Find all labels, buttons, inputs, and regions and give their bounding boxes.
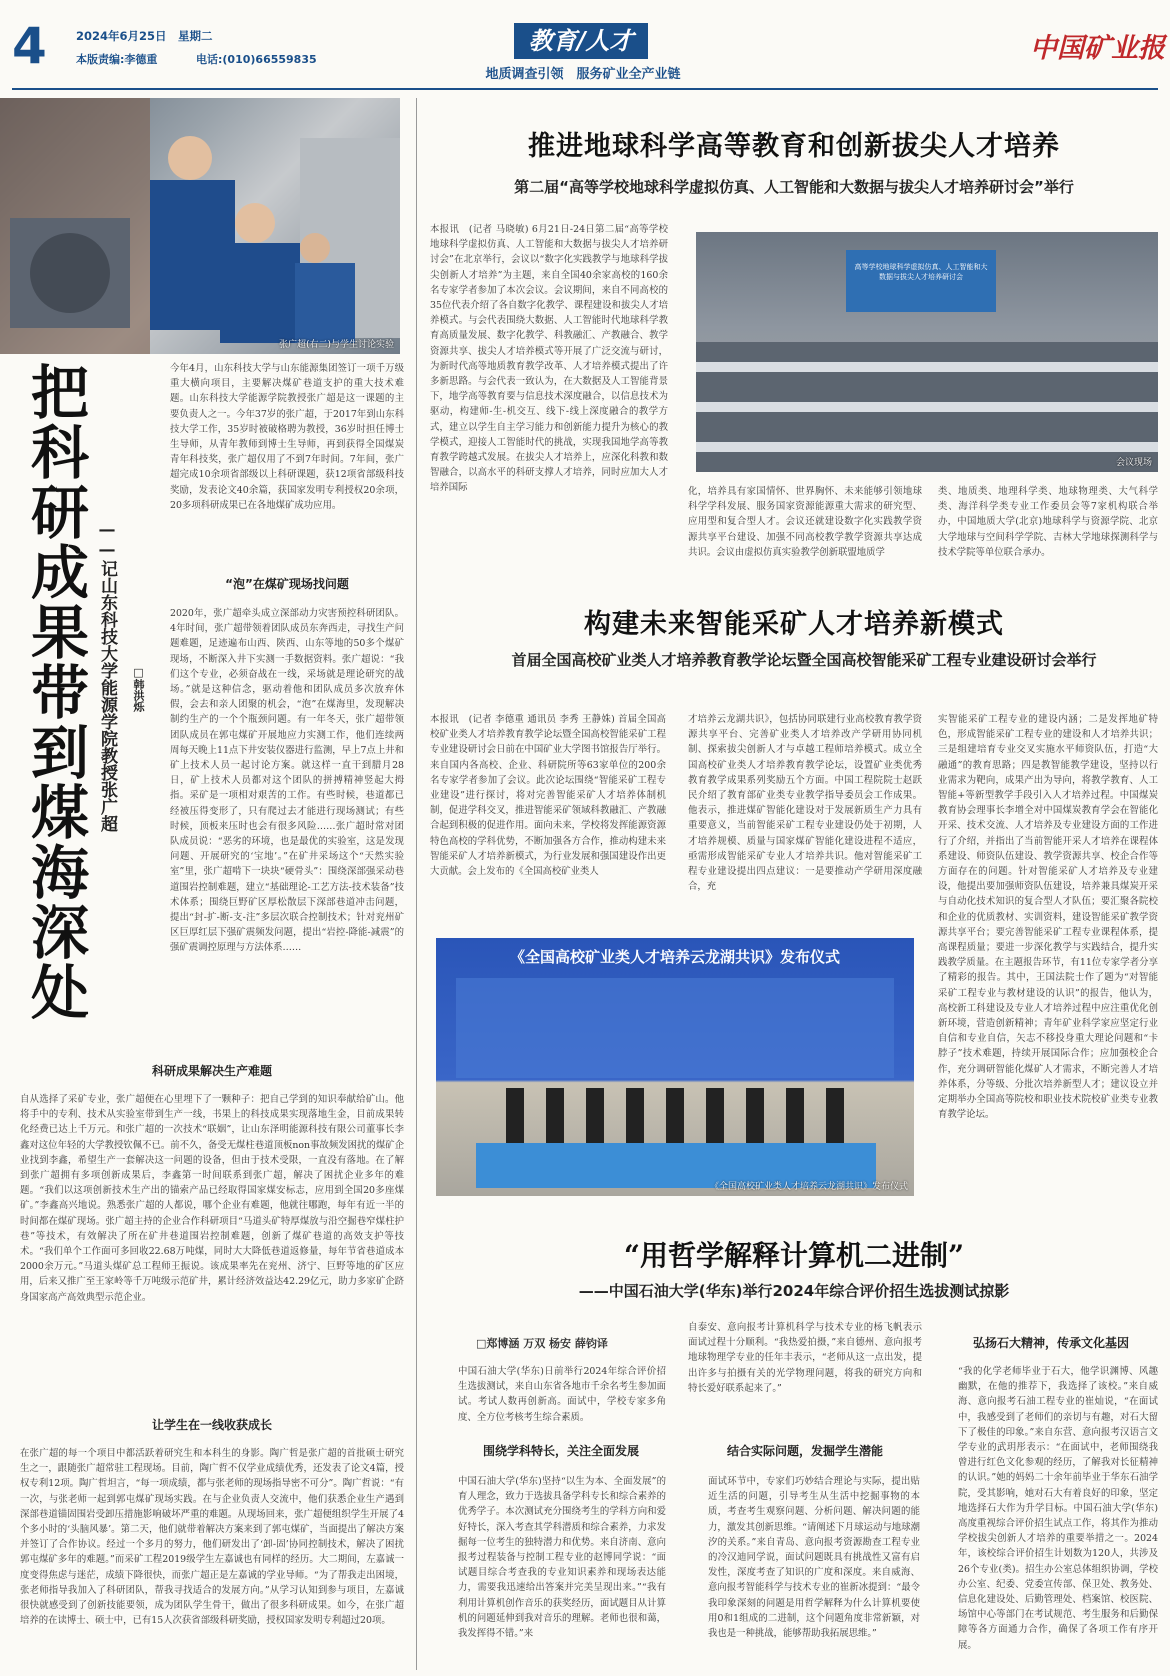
story4-text-5: “我的化学老师毕业于石大，他学识渊博、风趣幽默，在他的推荐下，我选择了该校。”来自威海、意向报考石油工程专业的崔灿说，“在面试中，我感受到了老师们的亲切与有趣，对石大留下了极佳的印象。”来自东营、意向报考汉语言文学专业的武玥彤表示：“在面试中，老师围绕我曾进行红色文化参观的经历，了解我对长征精神的认识。”她的妈妈二十余年前毕业于华东石油学院，受其影响，她对石大有着良好的印象，坚定地选择石大作为升学目标。中国石油大学(华东)高度重视综合评价招生试点工作，将其作为推动学校拔尖创新人才培养的重要举措之一。2024年，该校综合评价招生计划数为120人，共涉及26个专业(类)。招生办公室总体组织协调，学校办公室、纪委、党委宣传部、保卫处、教务处、信息化建设处、后勤管理处、档案馆、校医院、场馆中心等部门在考试规范、考生服务和后勤保障等各方面通力合作，确保了各项工作有序开展。 [958, 1366, 1158, 1651]
story1-subtitle: ——记山东科技大学能源学院教授张广超 [97, 520, 117, 832]
story3-photo [436, 938, 914, 1196]
story4-text-2: 中国石油大学(华东)坚持“以生为本、全面发展”的育人理念，致力于选拔具备学科专长和综合素养的优秀学子。本次测试充分围绕考生的学科方向和爱好特长，深入考查其学科潜质和综合素养，力求发掘每一位考生的独特潜力和优势。来自济南、意向报考过程装备与控制工程专业的赵博同学说：“面试题目综合考查我的专业知识素养和现场表达能力，需要我迅速给出答案并完美呈现出来。”“我有利用计算机创作音乐的获奖经历，面试题目从计算机的问题延伸到我对音乐的理解。老师也很和蔼，我发挥得不错。”来 [458, 1476, 666, 1640]
story3-text-3: 实智能采矿工程专业的建设内涵；二是发挥地矿特色，形成智能采矿工程专业的建设和人才培养共识；三是组建培育专业交叉实施水平师资队伍，打造“大融通”的教育思路；四是教智能教学建设，坚持以行业需求为靶向，成果产出为导向，将教学教育、人工智能+等新型教学手段引入人才培养过程。中国煤炭教育协会理事长李增全对中国煤炭教育学会在智能化开采、技术交流、人才培养及专业建设方面的工作进行了介绍，并指出了当前智能开采人才培养在课程体系建设、师资队伍建设、教学资源共享、校企合作等方面存在的问题。针对智能采矿人才培养及专业建设，他提出要加强师资队伍建设，培养兼具煤炭开采与自动化技术知识的复合型人才队伍；要汇聚各院校和企业的优质教材、实训资料，建设智能采矿教学资源共享平台；要完善智能采矿工程专业课程体系，提高课程质量；要进一步深化教学与实践结合，提升实践教学质量。在主题报告环节，有11位专家学者分享了精彩的报告。其中，王国法院士作了题为“对智能采矿工程专业与教材建设的认识”的报告，他认为，高校新工科建设及专业人才培养过程中应注重优化创新环境，营造创新精神；青年矿业科学家应坚定行业自信和专业自信，矢志不移投身重大理论问题和“卡脖子”技术难题，持续开展国际合作；应加强校企合作，充分调研智能化煤矿人才需求，不断完善人才培养体系，分等级、分批次培养新型人才；建议设立并定期举办全国高等院校和职业技术院校矿业类专业教育教学论坛。 [938, 714, 1158, 1121]
story1-heading-2: 科研成果解决生产难题 [151, 1064, 272, 1078]
story4-author: □郑博涵 万双 杨安 薛钧译 [476, 1337, 608, 1350]
story2-title: 推进地球科学高等教育和创新拔尖人才培养 [528, 131, 1060, 162]
section-slogan: 地质调查引领 服务矿业全产业链 [485, 67, 681, 82]
story1-heading-1: “泡”在煤矿现场找问题 [225, 577, 349, 591]
story3-subtitle: 首届全国高校矿业类人才培养教育教学论坛暨全国高校智能采矿工程专业建设研讨会举行 [511, 651, 1097, 669]
story2-text-2: 化，培养具有家国情怀、世界胸怀、未来能够引领地球科学学科发展、服务国家资源能源重大需求的研究型、应用型和复合型人才。会议还就建设数字化实践教学资源共享平台建设、加强不同高校教学教学资源共享达成共识。会议由虚拟仿真实验教学创新联盟地质学 [688, 486, 922, 558]
story4-heading-3: 弘扬石大精神，传承文化基因 [972, 1336, 1129, 1350]
story3-text-2: 才培养云龙湖共识》，包括协同联建行业高校教育教学资源共享平台、完善矿业类人才培养改产学研用协同机制、探索拔尖创新人才与卓越工程师培养模式。成立全国高校矿业类人才培养教育教学论坛，设置矿业类优秀教育教学成果系列奖励五个方面。中国工程院院士赵跃民介绍了教育部矿业类专业教学指导委员会工作成果。他表示，推进煤矿智能化建设对于发展新质生产力具有重要意义，当前智能采矿工程专业建设仍处于初期，人才培养规模、质量与国家煤矿智能化建设进程不适应，亟需形成智能采矿专业人才培养共识。他对智能采矿工程专业建设提出四点建议：一是要推动产学研用深度融合，充 [688, 714, 922, 893]
story1-section-1: 2020年，张广超牵头成立深部动力灾害预控科研团队。4年时间，张广超带领着团队成员东奔西走，寻找生产问题难题，足迹遍布山西、陕西、山东等地的50多个煤矿现场，不断深入井下实测一手数据资料。张广超说：“我们这个专业，必须奋战在一线，采场就是理论研究的战场。”就是这种信念，驱动着他和团队成员多次放弃休假，会去和亲人团聚的机会，“泡”在煤海里，发现解决制约生产的一个个瓶颈问题。有一年冬天，张广超带领团队成员在郭屯煤矿开展地应力实测工作，他们连续两周每天晚上11点下井安装仪器进行监测，早上7点上井和矿上技术人员一起讨论方案。就这样一直干到腊月28日，矿上技术人员都对这个团队的拼搏精神竖起大拇指。采矿是一项相对艰苦的工作。有些时候，巷道都已经被压得变形了，只有爬过去才能进行现场测试；有些时候，顶板来压时也会有很多风险……张广超时常对团队成员说：“恶劣的环境，也是最优的实验室，这是发现问题、开展研究的‘宝地’。”在矿井采场这个“天然实验室”里，张广超啃下一块块“硬骨头”：围绕深部强采动巷道围岩控制难题，建立“基础理论-工艺方法-技术装备”技术体系；围绕巨野矿区厚松散层下深部巷道冲击问题，提出“封-扩-断-支-注”多层次联合控制技术；针对兖州矿区巨厚红层下强矿震频发问题，提出“岩控-降能-减震”的强矿震调控原理与方法体系…… [170, 608, 404, 954]
story2-subtitle: 第二届“高等学校地球科学虚拟仿真、人工智能和大数据与拔尖人才培养研讨会”举行 [514, 178, 1074, 196]
story3-photo-banner: 《全国高校矿业类人才培养云龙湖共识》发布仪式 [509, 948, 840, 966]
story1-section-2: 自从选择了采矿专业，张广超便在心里埋下了一颗种子：把自己学到的知识奉献给矿山。他将手中的专利、技术从实验室带到生产一线，书果上的科技成果实现落地生金，目前成果转化经费已达上千万元。和张广超的一次技术“联姻”，让山东泽明能源科技有限公司董事长李鑫对这位年轻的大学教授钦佩不已。前不久，备受无煤柱巷道顶板non事故频发困扰的煤矿企业找到李鑫，希望生产一套解决这一问题的设备，但由于技术受限，一直没有落地。在了解到张广超拥有多项创新成果后，李鑫第一时间联系到张广超，解决了困扰企业多年的难题。“我们以这项创新技术生产出的锚索产品已经取得国家煤安标志，应用到全国20多座煤矿。”李鑫高兴地说。熟悉张广超的人都说，哪个企业有难题，他就往哪跑，每年有近一半的时间都在煤矿现场。张广超主持的企业合作科研项目“马道头矿特厚煤放与沿空掘巷窄煤柱护巷”等技术，有效解决了所在矿井巷道围岩控制难题，创新了煤矿巷道的高效支护等技术。“我们单个工作面可多回收22.68万吨煤，同时大大降低巷道返修量，每年节省巷道成本2000余万元。”马道头煤矿总工程师王振说。该成果率先在兖州、济宁、巨野等地的矿区应用，后来又推广至王家岭等千万吨级示范矿井，累计经济效益达42.29亿元，助力多家矿企跻身国家高产高效典型示范企业。 [20, 1094, 404, 1303]
story2-photo-caption: 会议现场 [1115, 458, 1152, 468]
column-divider [416, 98, 417, 1670]
story4-heading-2: 结合实际问题，发掘学生潜能 [726, 1444, 883, 1458]
story1-photo [0, 98, 400, 354]
ceremony-photo-illustration [436, 938, 914, 1196]
story3-photo-caption: 《全国高校矿业类人才培养云龙湖共识》发布仪式 [709, 1182, 908, 1192]
masthead-divider [12, 88, 1158, 90]
story2-text-1: 本报讯 (记者 马晓敏) 6月21日-24日第二届“高等学校地球科学虚拟仿真、人工智能和大数据与拔尖人才培养研讨会”在北京举行，会议以“数字化实践教学与地球科学拔尖创新人才培养”为主题，来自全国40余家高校的160余名专家学者参加了本次会议。会议期间，来自不同高校的35位代表介绍了各自数字化教学、课程建设和拔尖人才培养模式。与会代表围绕大数据、人工智能时代地球科学教育高质量发展、数字化教学、科教融汇、产教融合、教学资源共享、拔尖人才培养模式等开展了广泛交流与研讨，为新时代高等地质教育教学改革、人才培养模式提出了许多新思路。与会代表一致认为，在大数据及人工智能背景下，地学高等教育要与信息技术深度融合，以信息技术为驱动，构建师-生-机交互、线下-线上深度融合的教学方式，建立以学生自主学习能力和创新能力提升为核心的教学模式，迎接人工智能时代的挑战，实现我国地学高等教育教学跨越式发展。在拔尖人才培养上，应深化科教和数智融合，以高水平的科研支撑人才培养，同时应加大人才培养国际 [430, 224, 668, 494]
story1-photo-caption: 张广超(右二)与学生讨论实验 [278, 340, 394, 350]
story4-subtitle: ——中国石油大学(华东)举行2024年综合评价招生选拔测试掠影 [578, 1282, 1010, 1300]
story4-text-1: 中国石油大学(华东)日前举行2024年综合评价招生选拔测试，来自山东省各地市千余名考生参加面试。考试人数再创新高。面试中，学校专家多角度、全方位考核考生综合素质。 [458, 1366, 666, 1423]
story1-author: □韩洪烁 [132, 666, 145, 712]
page-editor: 本版责编:李德重 [76, 53, 158, 66]
story2-photo [696, 232, 1158, 472]
newspaper-logo: 中国矿业报 [1030, 33, 1165, 64]
story2-text-3: 类、地质类、地理科学类、地球物理类、大气科学类、海洋科学类专业工作委员会等7家机构联合举办，中国地质大学(北京)地球科学与资源学院、北京大学地球与空间科学学院、吉林大学地球探测科学与技术学院等单位联合承办。 [938, 486, 1158, 558]
story2-slide-text: 高等学校地球科学虚拟仿真、人工智能和大数据与拔尖人才培养研讨会 [854, 263, 988, 281]
story4-heading-1: 围绕学科特长，关注全面发展 [482, 1444, 639, 1458]
page-number: 4 [12, 17, 47, 75]
story3-text-1: 本报讯 (记者 李德重 通讯员 李秀 王静姝) 首届全国高校矿业类人才培养教育教学论坛暨全国高校智能采矿工程专业建设研讨会日前在中国矿业大学图书馆报告厅举行。来自国内各高校、企业、科研院所等63家单位的200余名专家学者参加了会议。此次论坛围绕“智能采矿工程专业建设”进行探讨，将对完善智能采矿人才培养体制机制，促进学科交叉，推进智能采矿领域科教融汇、产教融合起到积极的促进作用。面向未来，学校将发挥能源资源特色高校的学科优势，不断加强各方合作，推动构建未来智能采矿人才培养新模式，为行业发展和强国建设作出更大贡献。会上发布的《全国高校矿业类人 [430, 714, 666, 878]
issue-date: 2024年6月25日 星期二 [76, 29, 213, 43]
story3-title: 构建未来智能采矿人才培养新模式 [584, 609, 1004, 640]
section-banner: 教育/人才 [514, 23, 648, 59]
lab-photo-illustration [0, 98, 400, 354]
story1-title: 把科研成果带到煤海深处 [21, 362, 89, 1022]
story4-text-4: 面试环节中，专家们巧妙结合理论与实际，提出贴近生活的问题，引导考生从生活中挖掘事物的本质，考查考生观察问题、分析问题、解决问题的能力，激发其创新思维。“请阐述下月球运动与地球潮汐的关系。”来自青岛、意向报考资源勘查工程专业的冷汉迪同学说，面试问题既具有挑战性又富有启发性，深度考查了知识的广度和深度。来自威海、意向报考智能科学与技术专业的崔新冰提到：“最令我印象深刻的问题是用哲学解释为什么计算机要使用0和1组成的二进制，这个问题角度非常新颖，对我也是一种挑战，能够帮助我拓展思维。” [708, 1476, 920, 1640]
story1-section-3: 在张广超的每一个项目中都活跃着研究生和本科生的身影。陶广哲是张广超的首批硕士研究生之一，跟随张广超常驻工程现场。目前，陶广哲不仅学业成绩优秀，还发表了论文4篇，授权专利12项。陶广哲坦言，“每一项成绩，都与张老师的现场指导密不可分”。陶广哲说：“有一次，与张老师一起到郭屯煤矿现场实践。在与企业负责人交流中，他们获悉企业生产遇到深部巷道锚固围岩受卸压措施影响破坏严重的难题。从现场回来，张广超便组织学生开展了4个多小时的‘头脑风暴’。第二天，他们就带着解决方案来到了郭屯煤矿，当面提出了解决方案并签订了合作协议。经过一个多月的努力，他们研发出了‘卸-固’协同控制技术，解决了困扰郭屯煤矿多年的难题。”而采矿工程2019级学生左嘉诚也有同样的经历。大二期间，左嘉诚一度变得焦虑与迷茫，成绩下降很快，而张广超正是左嘉诚的学业导师。“为了帮我走出困境，张老师指导我加入了科研团队，帮我寻找适合的发展方向。”从学习认知到参与项目，左嘉诚很快就感受到了创新技能要领，成为团队学生骨干，做出了很多科研成果。如今，在张广超培养的在读博士、硕士中，已有15人次获省部级科研奖励，授权国家发明专利超过20项。 [20, 1448, 404, 1627]
story1-intro: 今年4月，山东科技大学与山东能源集团签订一项千万级重大横向项目，主要解决煤矿巷道支护的重大技术难题。山东科技大学能源学院教授张广超是这一课题的主要负责人之一。今年37岁的张广超，于2017年到山东科技大学工作，35岁时被破格聘为教授，36岁时担任博士生导师，从青年教师到博士生导师，再到获得全国煤炭青年科技奖，张广超仅用了不到7年时间。7年间，张广超完成10余项省部级以上科研课题，获12项省部级科技奖励，发表论文40余篇，获国家发明专利授权20余项，20多项科研成果已在各地煤矿成功应用。 [170, 363, 404, 511]
story4-title: “用哲学解释计算机二进制” [623, 1239, 965, 1272]
story4-text-3: 自泰安、意向报考计算机科学与技术专业的杨飞帆表示面试过程十分顺利。“我热爱拍摄，”来自德州、意向报考地球物理学专业的任年丰表示，“老师从这一点出发，提出许多与拍摄有关的光学物理问题，将我的研究方向和特长爱好联系起来了。” [688, 1322, 922, 1394]
editor-phone: 电话:(010)66559835 [196, 53, 317, 66]
story1-heading-3: 让学生在一线收获成长 [151, 1418, 272, 1432]
